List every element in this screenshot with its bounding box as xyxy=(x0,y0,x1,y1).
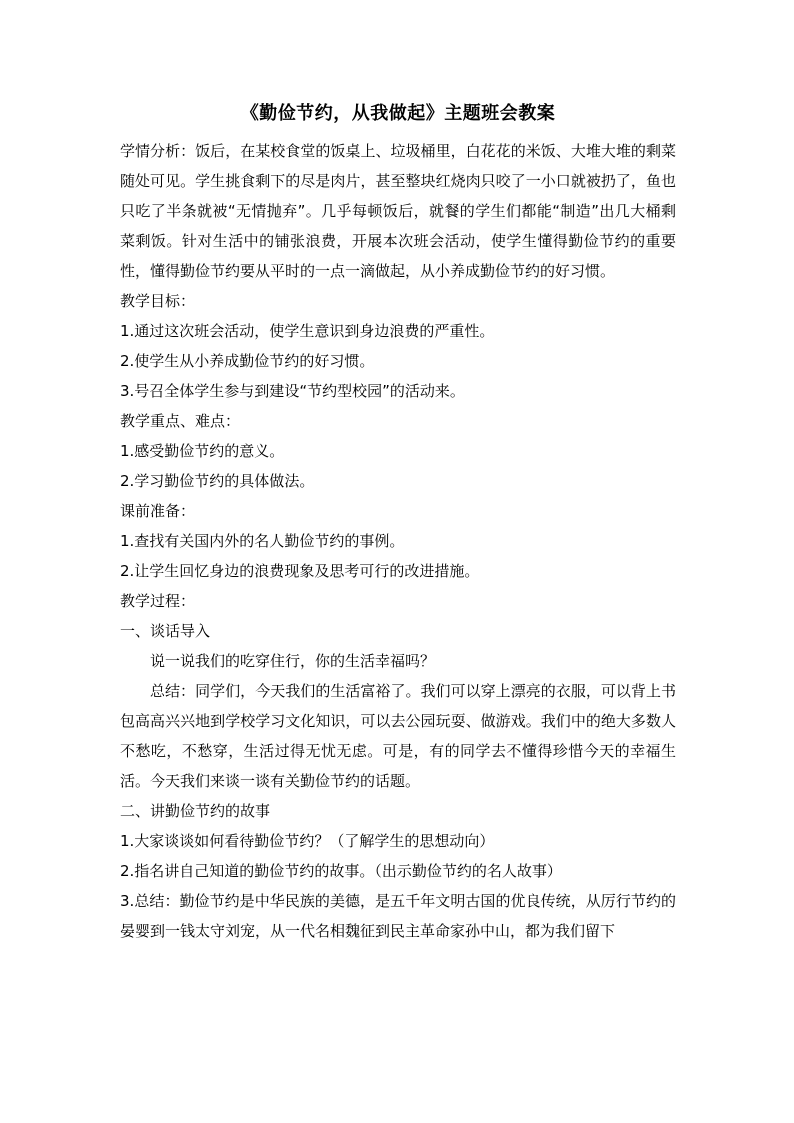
goals-heading: 教学目标： xyxy=(120,292,196,310)
section-item: 1.大家谈谈如何看待勤俭节约？（了解学生的思想动向） xyxy=(120,832,495,850)
section-item: 2.指名讲自己知道的勤俭节约的故事。（出示勤俭节约的名人故事） xyxy=(120,862,562,880)
document-title: 《勤俭节约，从我做起》主题班会教案 xyxy=(240,103,556,124)
preparation-item: 1.查找有关国内外的名人勤俭节约的事例。 xyxy=(120,532,405,550)
goal-item: 3.号召全体学生参与到建设“节约型校园”的活动来。 xyxy=(120,382,465,400)
analysis-paragraph: 学情分析：饭后，在某校食堂的饭桌上、垃圾桶里，白花花的米饭、大堆大堆的剩菜随处可见。学生挑食剩下的尽是肉片，甚至整块红烧肉只咬了一小口就被扔了，鱼也只吃了半条就被“无情抛弃”。几乎每顿饭后，就餐的学生们都能“制造”出几大桶剩菜剩饭。针对生活中的铺张浪费，开展本次班会活动，使学生懂得勤俭节约的重要性，懂得勤俭节约要从平时的一点一滴做起，从小养成勤俭节约的好习惯。 xyxy=(120,142,676,280)
preparation-item: 2.让学生回忆身边的浪费现象及思考可行的改进措施。 xyxy=(120,562,480,580)
document-page xyxy=(120,100,676,946)
section-summary: 总结：同学们，今天我们的生活富裕了。我们可以穿上漂亮的衣服，可以背上书包高高兴兴地到学校学习文化知识，可以去公园玩耍、做游戏。我们中的绝大多数人不愁吃，不愁穿，生活过得无忧无虑。可是，有的同学去不懂得珍惜今天的幸福生活。今天我们来谈一谈有关勤俭节约的话题。 xyxy=(120,682,676,790)
section-heading: 一、谈话导入 xyxy=(120,622,211,640)
goal-item: 2.使学生从小养成勤俭节约的好习惯。 xyxy=(120,352,375,370)
section-item: 3.总结：勤俭节约是中华民族的美德，是五千年文明古国的优良传统，从厉行节约的晏婴到一钱太守刘宠，从一代名相魏征到民主革命家孙中山，都为我们留下 xyxy=(120,892,676,940)
section-question: 说一说我们的吃穿住行，你的生活幸福吗？ xyxy=(150,652,436,670)
key-point-item: 1.感受勤俭节约的意义。 xyxy=(120,442,285,460)
key-points-heading: 教学重点、难点： xyxy=(120,412,241,430)
section-heading: 二、讲勤俭节约的故事 xyxy=(120,802,271,820)
process-heading: 教学过程： xyxy=(120,592,196,610)
goal-item: 1.通过这次班会活动，使学生意识到身边浪费的严重性。 xyxy=(120,322,495,340)
key-point-item: 2.学习勤俭节约的具体做法。 xyxy=(120,472,315,490)
preparation-heading: 课前准备： xyxy=(120,502,196,520)
